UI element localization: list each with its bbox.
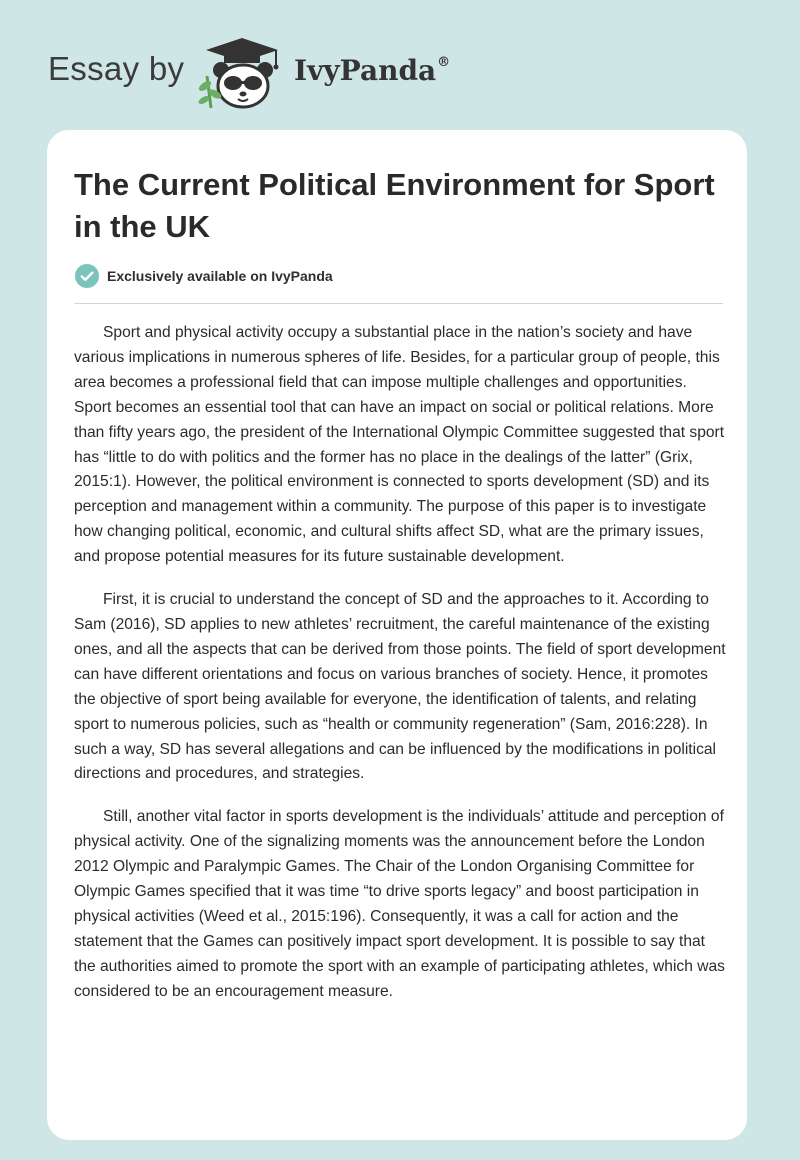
paragraph: Still, another vital factor in sports development is the individuals’ attitude and perception of physical activity. One of the signalizing moments was the announcement before the London 2012 Olympic and Paralympic Games. The Chair of the London Organising Committee for Olympic Games specified that it was time “to drive sports legacy” and boost participation in physical activities (Weed et al., 2015:196). Consequently, it was a call for action and the statement that the Games can positively impact sport development. It is possible to say that the authorities aimed to promote the sport with an example of participating athletes, which was considered to be an encouragement measure. — [74, 808, 725, 1000]
title-divider — [74, 303, 723, 304]
paragraph: First, it is crucial to understand the concept of SD and the approaches to it. According to Sam (2016), SD applies to new athletes’ recruitment, the careful maintenance of the existing ones, and all the aspects that can be derived from those points. The field of sport development can have different orientations and focus on various branches of society. Hence, it promotes the objective of sport being available for everyone, the identification of talents, and relating sport to numerous policies, such as “health or community regeneration” (Sam, 2016:228). In such a way, SD has several allegations and can be influenced by the modifications in political directions and procedures, and strategies. — [74, 591, 726, 783]
essay-title: The Current Political Environment for Sport in the UK — [74, 167, 715, 244]
essay-card — [47, 130, 747, 1140]
essay-by-label: Essay by — [48, 50, 185, 87]
exclusive-badge-label: Exclusively available on IvyPanda — [107, 268, 333, 284]
exclusive-badge — [75, 263, 333, 289]
site-header — [0, 0, 800, 130]
essay-body — [74, 321, 726, 1023]
brand-logo-text[interactable] — [294, 54, 450, 87]
registered-mark: ® — [437, 55, 451, 70]
check-circle-icon — [75, 264, 99, 288]
brand-name: IvyPanda — [294, 54, 437, 87]
paragraph: Sport and physical activity occupy a substantial place in the nation’s society and have various implications in numerous spheres of life. Besides, for a particular group of people, this area becomes a professional field that can impose multiple challenges and opportunities. Sport becomes an essential tool that can have an impact on social or political relations. More than fifty years ago, the president of the International Olympic Committee suggested that sport has “little to do with politics and the former has no place in the dealings of the latter” (Grix, 2015:1). However, the political environment is connected to sports development (SD) and its perception and management within a community. The purpose of this paper is to investigate how changing political, economic, and cultural shifts affect SD, what are the primary issues, and propose potential measures for its future sustainable development. — [74, 324, 725, 566]
panda-graduate-icon[interactable] — [198, 36, 290, 110]
